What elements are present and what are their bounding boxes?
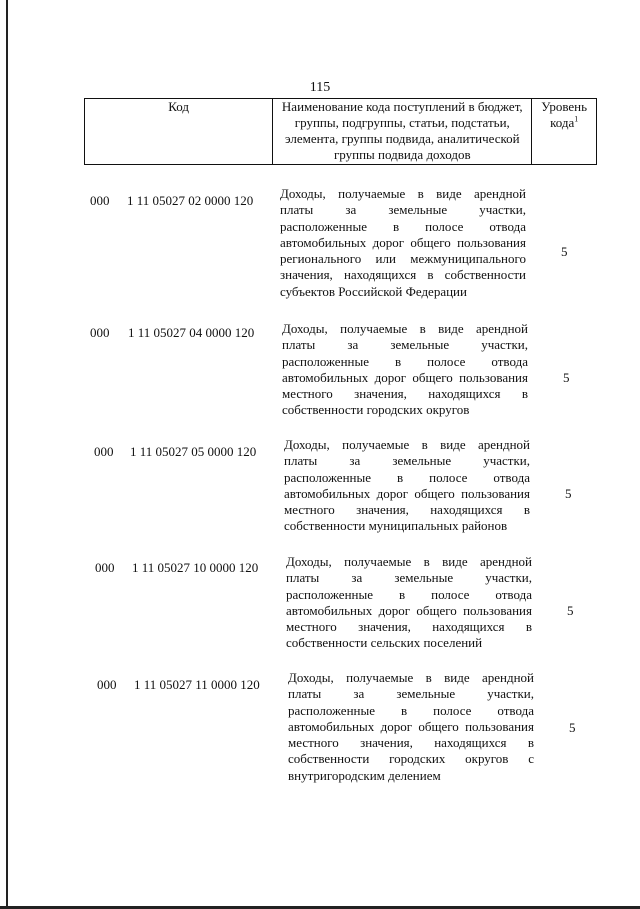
row-prefix: 000 <box>97 677 117 692</box>
row-description: Доходы, получаемые в виде арендной платы за земельные участки, расположенные в полосе отвода автомобильных дорог общего пользования местного значения, находящихся в собственности сельских поселений <box>286 554 532 651</box>
row-code: 1 11 05027 11 0000 120 <box>134 677 260 692</box>
row-description: Доходы, получаемые в виде арендной платы за земельные участки, расположенные в полосе отвода автомобильных дорог общего пользования местного значения, находящихся в собственности городских округов <box>282 321 528 418</box>
row-level: 5 <box>561 244 568 259</box>
header-level-footnote: 1 <box>574 114 579 124</box>
row-prefix: 000 <box>90 325 110 340</box>
row-description: Доходы, получаемые в виде арендной платы за земельные участки, расположенные в полосе отвода автомобильных дорог общего пользования регионального или межмуниципального значения, находящихся в собственности субъектов Российской Федерации <box>280 186 526 299</box>
row-description: Доходы, получаемые в виде арендной платы за земельные участки, расположенные в полосе отвода автомобильных дорог общего пользования местного значения, находящихся в собственности городских округов с внутригородским делением <box>288 670 534 783</box>
row-level: 5 <box>565 486 572 501</box>
header-code-cell <box>85 99 273 165</box>
row-description: Доходы, получаемые в виде арендной платы за земельные участки, расположенные в полосе отвода автомобильных дорог общего пользования местного значения, находящихся в собственности муниципальных районов <box>284 437 530 534</box>
header-code-label: Код <box>168 99 190 114</box>
row-prefix: 000 <box>95 560 115 575</box>
header-name-cell <box>273 99 532 165</box>
row-prefix: 000 <box>94 444 114 459</box>
row-code: 1 11 05027 02 0000 120 <box>127 193 254 208</box>
row-code: 1 11 05027 05 0000 120 <box>130 444 257 459</box>
row-level: 5 <box>563 370 570 385</box>
header-level-cell <box>532 99 597 165</box>
scan-edge-left <box>6 0 8 909</box>
page-number: 115 <box>309 80 331 95</box>
header-name-label: Наименование кода поступлений в бюджет, группы, подгруппы, статьи, подстатьи, элемента, группы подвида, аналитической группы подвида доходов <box>281 99 523 162</box>
row-code: 1 11 05027 10 0000 120 <box>132 560 259 575</box>
row-prefix: 000 <box>90 193 110 208</box>
row-level: 5 <box>569 720 576 735</box>
row-code: 1 11 05027 04 0000 120 <box>128 325 255 340</box>
row-level: 5 <box>567 603 574 618</box>
table-header <box>84 98 597 165</box>
header-level-label: Уровень кода <box>541 99 588 130</box>
